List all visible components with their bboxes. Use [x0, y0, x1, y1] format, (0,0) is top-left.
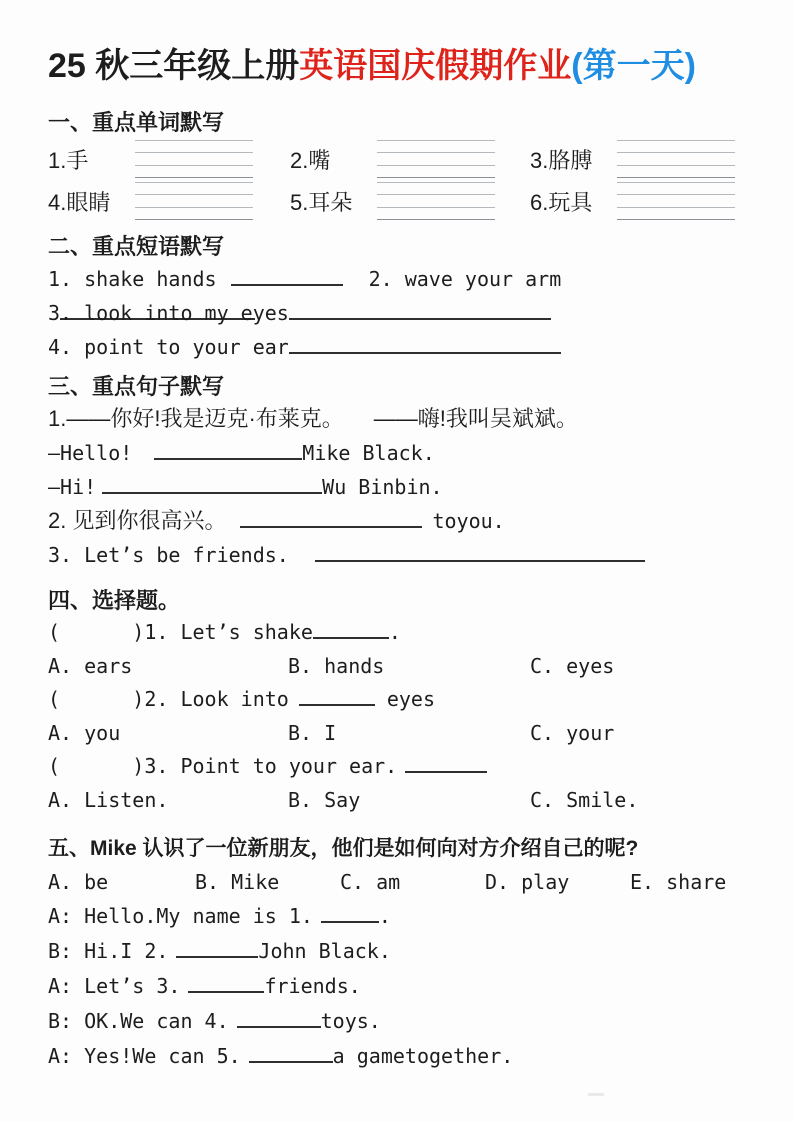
- section-words-heading: 一、重点单词默写: [48, 110, 225, 135]
- option-c: C. your: [530, 721, 615, 745]
- section-phrases-heading: 二、重点短语默写: [48, 234, 225, 259]
- sentence-chinese: 1.——你好!我是迈克·布莱克。: [48, 406, 344, 431]
- dialogue-text: friends.: [264, 974, 361, 998]
- dialogue-text: toys.: [320, 1009, 381, 1033]
- question-text: ( )3. Point to your ear.: [48, 754, 398, 778]
- title-subject-part: 英语国庆假期作业: [299, 47, 572, 85]
- word-label: 4.眼睛: [48, 189, 111, 215]
- bank-option-d: D. play: [485, 870, 570, 894]
- question-text: eyes: [386, 687, 435, 711]
- answer-blank: [289, 336, 561, 354]
- phrase-line-2: [48, 296, 745, 330]
- dialogue-text: B: Hi.I 2.: [48, 939, 169, 963]
- word-label: 5.耳朵: [290, 189, 353, 215]
- word-item: [48, 182, 290, 220]
- dialogue-text: John Black.: [258, 939, 391, 963]
- sentence-text: Mike Black.: [302, 441, 435, 465]
- option-b: B. hands: [288, 654, 385, 678]
- choice-question-1: [48, 616, 745, 649]
- phrase-line-3: [48, 330, 745, 364]
- answer-blank: [240, 508, 422, 528]
- dialogue-text: .: [378, 904, 391, 928]
- answer-blank: [313, 621, 389, 639]
- question-text: ( )1. Let’s shake: [48, 620, 313, 644]
- bank-option-a: A. be: [48, 870, 109, 894]
- word-label: 6.玩具: [530, 189, 593, 215]
- dialogue-text: A: Hello.My name is 1.: [48, 904, 313, 928]
- section-choices-heading: 四、选择题。: [48, 588, 181, 613]
- option-a: A. ears: [48, 654, 133, 678]
- writing-lines: [617, 140, 735, 178]
- bank-option-c: C. am: [340, 870, 401, 894]
- dialogue-text: A: Let’s 3.: [48, 974, 181, 998]
- title-day-part: (第一天): [571, 47, 696, 85]
- dialogue-line-2: [48, 934, 745, 969]
- word-row-2: [48, 180, 745, 222]
- writing-lines: [135, 182, 253, 220]
- word-label: 2.嘴: [290, 147, 331, 173]
- sentence-text: toyou.: [432, 509, 505, 533]
- word-label: 1.手: [48, 147, 89, 173]
- phrase-text: 4. point to your ear: [48, 335, 289, 359]
- scan-artifact: [588, 1093, 604, 1096]
- answer-blank: [154, 442, 302, 460]
- dialogue-line-5: [48, 1039, 745, 1074]
- choice-question-3: [48, 750, 745, 783]
- sentence-chinese: 2. 见到你很高兴。: [48, 508, 227, 533]
- answer-blank: [176, 940, 258, 958]
- section-dialogue-heading: 五、Mike 认识了一位新朋友，他们是如何向对方介绍自己的呢?: [48, 837, 639, 860]
- word-label: 3.胳膊: [530, 147, 593, 173]
- phrase-text: 3. look into my eyes: [48, 301, 289, 325]
- question-text: .: [388, 620, 401, 644]
- dialogue-line-4: [48, 1004, 745, 1039]
- answer-blank: [231, 268, 343, 286]
- answer-blank: [188, 975, 264, 993]
- sentence-text: 3. Let’s be friends.: [48, 543, 289, 567]
- option-a: A. Listen.: [48, 788, 169, 812]
- option-c: C. Smile.: [530, 788, 639, 812]
- word-item: [48, 140, 290, 178]
- word-item: [530, 182, 745, 220]
- answer-blank: [299, 688, 375, 706]
- dialogue-line-1: [48, 899, 745, 934]
- writing-lines: [617, 182, 735, 220]
- answer-blank: [321, 905, 379, 923]
- question-text: ( )2. Look into: [48, 687, 289, 711]
- choice-question-2: [48, 683, 745, 716]
- writing-lines: [135, 140, 253, 178]
- dialogue-text: B: OK.We can 4.: [48, 1009, 229, 1033]
- answer-blank: [289, 302, 551, 320]
- sentence-chinese: ——嗨!我叫吴斌斌。: [373, 406, 578, 431]
- writing-lines: [377, 140, 495, 178]
- option-b: B. Say: [288, 788, 361, 812]
- option-c: C. eyes: [530, 654, 615, 678]
- sentence-q2: [48, 504, 745, 538]
- bank-option-e: E. share: [630, 870, 727, 894]
- phrase-line-1: [48, 262, 745, 296]
- sentence-text: Wu Binbin.: [322, 475, 443, 499]
- page-title: [48, 44, 745, 88]
- dialogue-text: A: Yes!We can 5.: [48, 1044, 241, 1068]
- answer-blank: [315, 544, 645, 562]
- title-term-part: 25 秋三年级上册: [48, 47, 300, 85]
- dialogue-text: a gametogether.: [332, 1044, 514, 1068]
- answer-blank: [405, 755, 487, 773]
- word-item: [290, 182, 530, 220]
- option-b: B. I: [288, 721, 337, 745]
- choice-options-3: [48, 783, 745, 817]
- section-sentences-heading: 三、重点句子默写: [48, 374, 225, 399]
- answer-blank: [102, 476, 322, 494]
- writing-lines: [377, 182, 495, 220]
- word-bank-row: [48, 865, 745, 899]
- sentence-q3: [48, 538, 745, 572]
- sentence-reply-2: [48, 470, 745, 504]
- option-a: A. you: [48, 721, 121, 745]
- phrase-text: 2. wave your arm: [368, 267, 562, 291]
- sentence-reply-1: [48, 436, 745, 470]
- word-row-1: [48, 138, 745, 180]
- dialogue-line-3: [48, 969, 745, 1004]
- choice-options-1: [48, 649, 745, 683]
- phrase-text: 1. shake hands: [48, 267, 217, 291]
- sentence-text: —Hello!: [48, 441, 133, 465]
- bank-option-b: B. Mike: [195, 870, 280, 894]
- choice-options-2: [48, 716, 745, 750]
- answer-blank: [249, 1045, 333, 1063]
- word-item: [290, 140, 530, 178]
- word-item: [530, 140, 745, 178]
- sentence-cn-line: [48, 402, 745, 436]
- answer-blank: [237, 1010, 321, 1028]
- sentence-text: —Hi!: [48, 475, 97, 499]
